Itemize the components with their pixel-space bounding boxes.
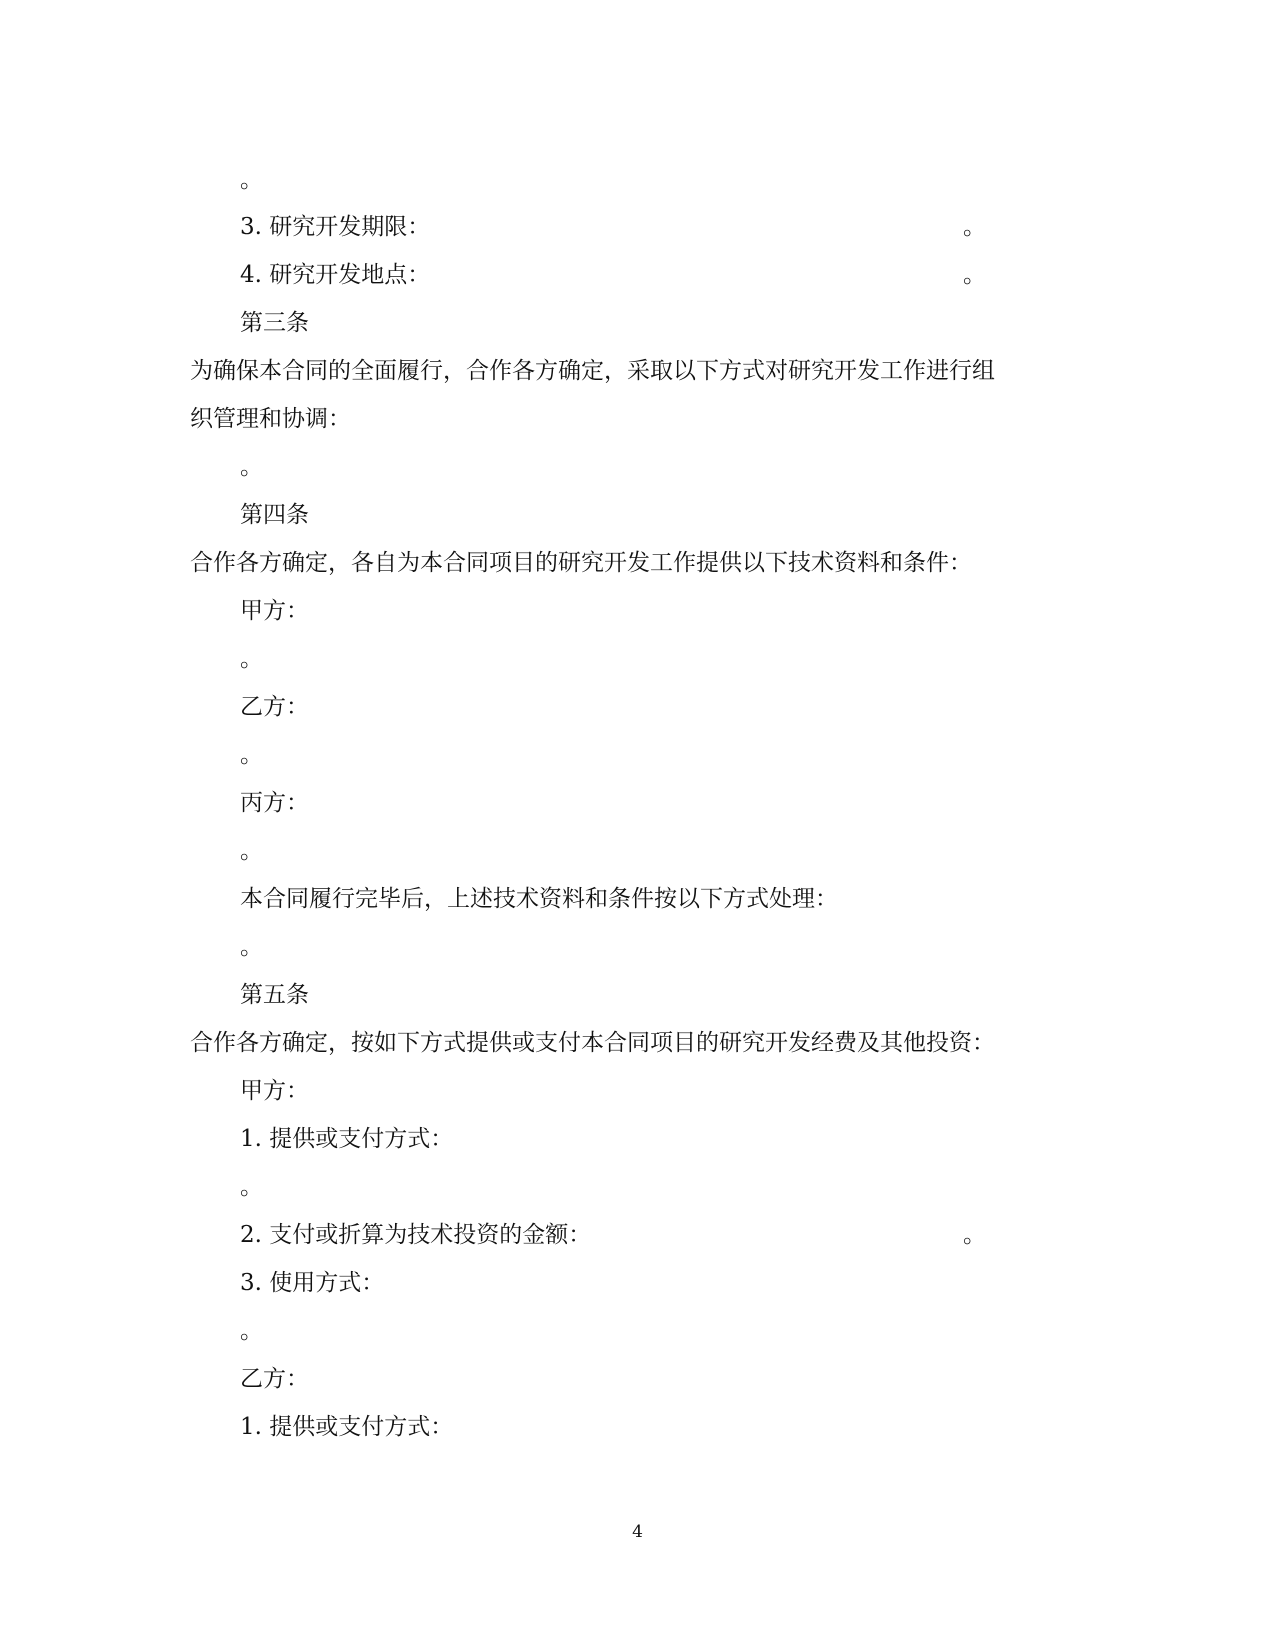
party-b-label: 乙方： [240,1366,309,1392]
article-4-text: 合作各方确定，各自为本合同项目的研究开发工作提供以下技术资料和条件： [190,550,972,576]
article-3-text-line-1: 为确保本合同的全面履行，合作各方确定，采取以下方式对研究开发工作进行组 [190,358,995,384]
line-end-period: 。 [963,262,986,288]
item-research-period: 3. 研究开发期限： [240,214,431,240]
party-c-label: 丙方： [240,790,309,816]
party-a-label: 甲方： [240,598,309,624]
item-usage-method: 3. 使用方式： [240,1270,385,1296]
item-research-location: 4. 研究开发地点： [240,262,431,288]
article-5-heading: 第五条 [240,982,309,1008]
line-end-period: 。 [963,214,986,240]
blank-line-period: 。 [240,742,263,768]
party-a-label: 甲方： [240,1078,309,1104]
blank-line-period: 。 [240,838,263,864]
party-b-label: 乙方： [240,694,309,720]
blank-line-period: 。 [240,934,263,960]
blank-line-period: 。 [240,646,263,672]
line-end-period: 。 [963,1222,986,1248]
article-3-heading: 第三条 [240,310,309,336]
blank-line-period: 。 [240,1318,263,1344]
item-investment-amount: 2. 支付或折算为技术投资的金额： [240,1222,592,1248]
blank-line-period: 。 [240,1174,263,1200]
article-5-text: 合作各方确定，按如下方式提供或支付本合同项目的研究开发经费及其他投资： [190,1030,995,1056]
page-number: 4 [632,1522,643,1542]
article-3-text-line-2: 织管理和协调： [190,406,351,432]
item-payment-method: 1. 提供或支付方式： [240,1414,454,1440]
blank-line-period: 。 [240,167,263,193]
disposal-clause: 本合同履行完毕后，上述技术资料和条件按以下方式处理： [240,886,838,912]
blank-line-period: 。 [240,454,263,480]
item-payment-method: 1. 提供或支付方式： [240,1126,454,1152]
article-4-heading: 第四条 [240,502,309,528]
